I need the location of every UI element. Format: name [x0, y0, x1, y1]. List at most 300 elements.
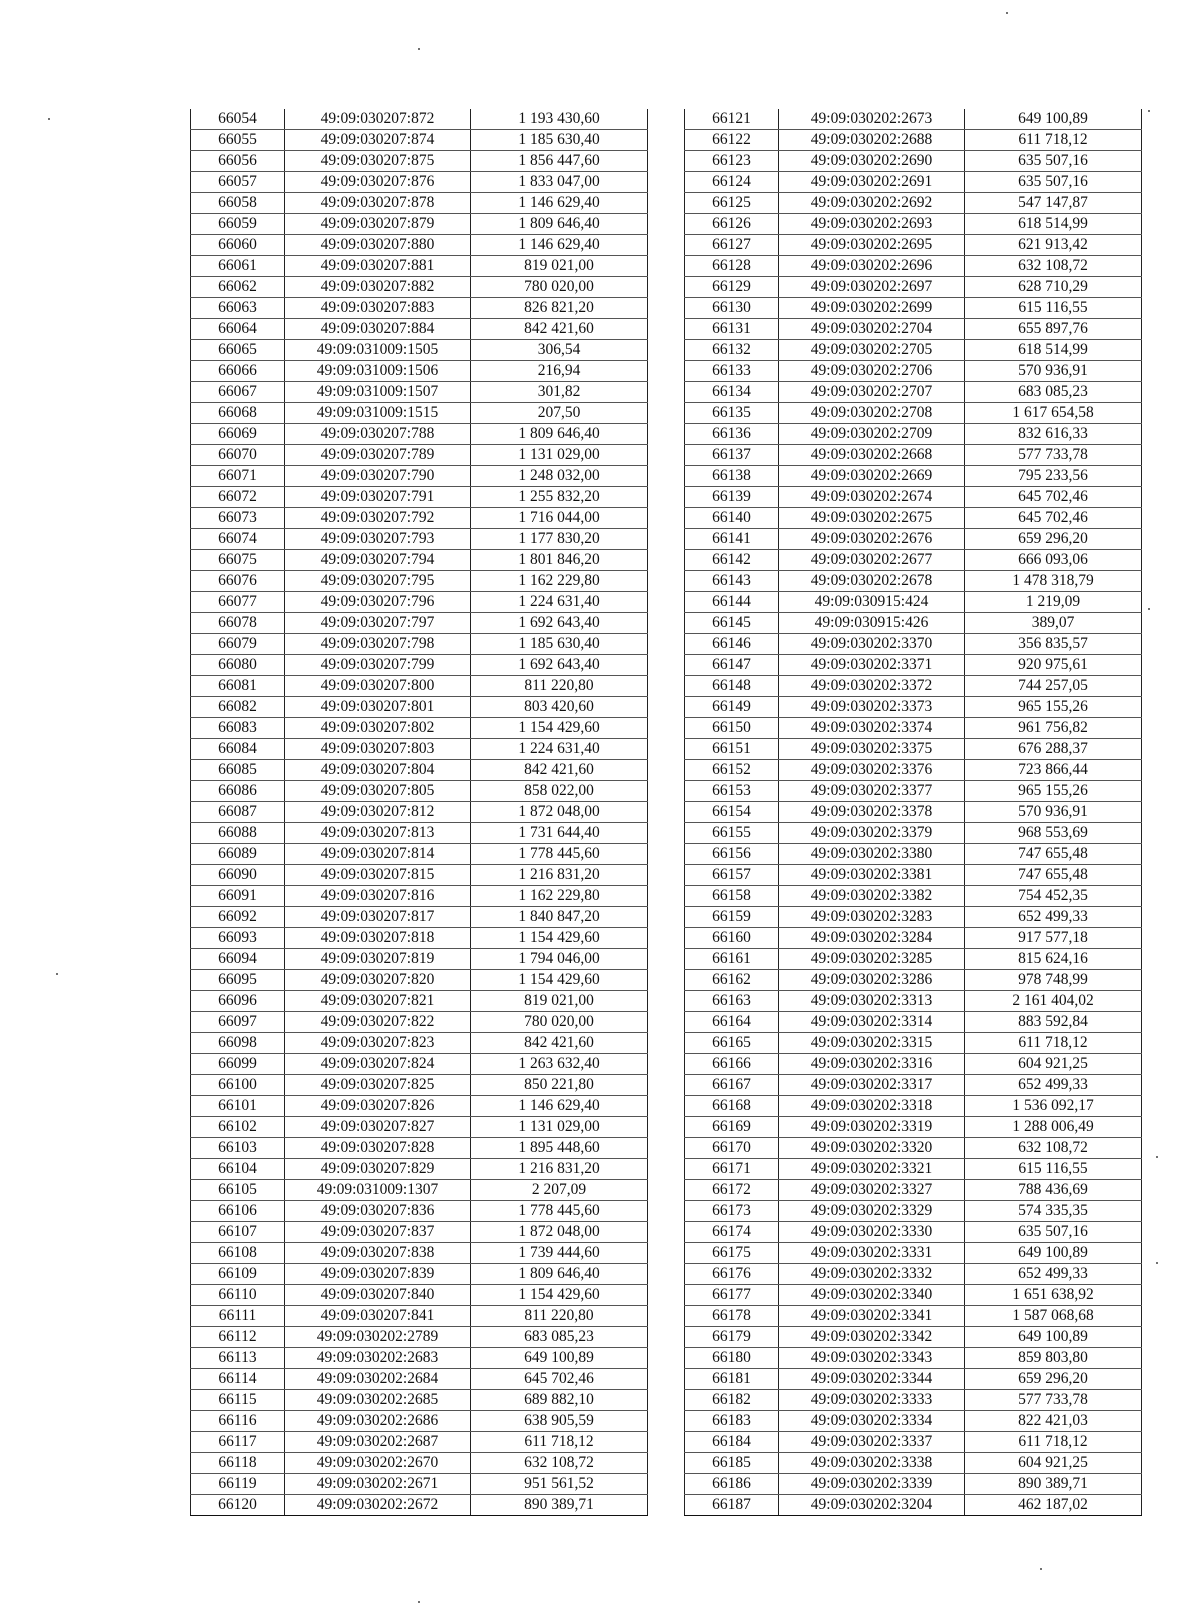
- cadastral-number-cell: 49:09:030202:2673: [779, 109, 965, 130]
- row-number-cell: 66060: [191, 235, 285, 256]
- table-row: [191, 592, 648, 613]
- table-row: [685, 718, 1142, 739]
- table-row: [685, 1117, 1142, 1138]
- scan-speck: [48, 118, 50, 120]
- row-number-cell: 66077: [191, 592, 285, 613]
- row-number-cell: 66183: [685, 1411, 779, 1432]
- table-row: [685, 319, 1142, 340]
- cadastral-number-cell: 49:09:030202:2707: [779, 382, 965, 403]
- table-row: [191, 424, 648, 445]
- row-number-cell: 66091: [191, 886, 285, 907]
- row-number-cell: 66059: [191, 214, 285, 235]
- row-number-cell: 66056: [191, 151, 285, 172]
- value-cell: 652 499,33: [965, 1264, 1142, 1285]
- right-register-table: [684, 109, 1142, 1516]
- value-cell: 788 436,69: [965, 1180, 1142, 1201]
- table-row: [191, 676, 648, 697]
- row-number-cell: 66127: [685, 235, 779, 256]
- row-number-cell: 66162: [685, 970, 779, 991]
- cadastral-number-cell: 49:09:030207:840: [285, 1285, 471, 1306]
- row-number-cell: 66122: [685, 130, 779, 151]
- cadastral-number-cell: 49:09:030202:3283: [779, 907, 965, 928]
- row-number-cell: 66112: [191, 1327, 285, 1348]
- table-row: [191, 718, 648, 739]
- cadastral-number-cell: 49:09:030202:2708: [779, 403, 965, 424]
- row-number-cell: 66099: [191, 1054, 285, 1075]
- value-cell: 1 587 068,68: [965, 1306, 1142, 1327]
- table-row: [685, 802, 1142, 823]
- cadastral-number-cell: 49:09:030202:3344: [779, 1369, 965, 1390]
- table-row: [685, 1138, 1142, 1159]
- value-cell: 655 897,76: [965, 319, 1142, 340]
- table-row: [191, 1096, 648, 1117]
- value-cell: 683 085,23: [965, 382, 1142, 403]
- table-row: [685, 1432, 1142, 1453]
- cadastral-number-cell: 49:09:030202:3333: [779, 1390, 965, 1411]
- cadastral-number-cell: 49:09:030202:3340: [779, 1285, 965, 1306]
- cadastral-number-cell: 49:09:030207:792: [285, 508, 471, 529]
- table-row: [191, 529, 648, 550]
- row-number-cell: 66110: [191, 1285, 285, 1306]
- table-row: [685, 466, 1142, 487]
- table-row: [191, 655, 648, 676]
- row-number-cell: 66143: [685, 571, 779, 592]
- row-number-cell: 66173: [685, 1201, 779, 1222]
- value-cell: 1 895 448,60: [471, 1138, 648, 1159]
- scan-speck: [1040, 1568, 1042, 1570]
- row-number-cell: 66147: [685, 655, 779, 676]
- value-cell: 1 872 048,00: [471, 802, 648, 823]
- row-number-cell: 66159: [685, 907, 779, 928]
- table-row: [191, 1495, 648, 1516]
- row-number-cell: 66169: [685, 1117, 779, 1138]
- cadastral-number-cell: 49:09:030207:820: [285, 970, 471, 991]
- table-row: [685, 445, 1142, 466]
- value-cell: 649 100,89: [965, 109, 1142, 130]
- table-row: [191, 1243, 648, 1264]
- scan-speck: [1156, 1262, 1158, 1264]
- table-row: [685, 970, 1142, 991]
- table-row: [191, 1033, 648, 1054]
- table-row: [685, 256, 1142, 277]
- cadastral-number-cell: 49:09:030207:841: [285, 1306, 471, 1327]
- cadastral-number-cell: 49:09:030202:3319: [779, 1117, 965, 1138]
- table-row: [685, 655, 1142, 676]
- table-row: [191, 928, 648, 949]
- cadastral-number-cell: 49:09:030207:791: [285, 487, 471, 508]
- cadastral-number-cell: 49:09:030202:3315: [779, 1033, 965, 1054]
- table-row: [685, 865, 1142, 886]
- value-cell: 615 116,55: [965, 1159, 1142, 1180]
- row-number-cell: 66071: [191, 466, 285, 487]
- cadastral-number-cell: 49:09:030202:3342: [779, 1327, 965, 1348]
- value-cell: 832 616,33: [965, 424, 1142, 445]
- cadastral-number-cell: 49:09:030202:3317: [779, 1075, 965, 1096]
- value-cell: 611 718,12: [965, 1432, 1142, 1453]
- table-row: [685, 151, 1142, 172]
- table-row: [191, 1117, 648, 1138]
- value-cell: 1 248 032,00: [471, 466, 648, 487]
- value-cell: 611 718,12: [965, 1033, 1142, 1054]
- cadastral-number-cell: 49:09:030202:2691: [779, 172, 965, 193]
- value-cell: 1 731 644,40: [471, 823, 648, 844]
- value-cell: 1 872 048,00: [471, 1222, 648, 1243]
- value-cell: 795 233,56: [965, 466, 1142, 487]
- value-cell: 306,54: [471, 340, 648, 361]
- cadastral-number-cell: 49:09:030202:2684: [285, 1369, 471, 1390]
- value-cell: 747 655,48: [965, 844, 1142, 865]
- table-row: [685, 571, 1142, 592]
- value-cell: 1 162 229,80: [471, 886, 648, 907]
- value-cell: 747 655,48: [965, 865, 1142, 886]
- cadastral-number-cell: 49:09:030202:3379: [779, 823, 965, 844]
- table-row: [685, 1033, 1142, 1054]
- cadastral-number-cell: 49:09:030207:789: [285, 445, 471, 466]
- table-row: [191, 1327, 648, 1348]
- value-cell: 666 093,06: [965, 550, 1142, 571]
- cadastral-number-cell: 49:09:030202:2789: [285, 1327, 471, 1348]
- cadastral-number-cell: 49:09:030207:839: [285, 1264, 471, 1285]
- table-row: [191, 1138, 648, 1159]
- value-cell: 1 617 654,58: [965, 403, 1142, 424]
- table-row: [685, 1285, 1142, 1306]
- cadastral-number-cell: 49:09:030202:3374: [779, 718, 965, 739]
- cadastral-number-cell: 49:09:030202:2685: [285, 1390, 471, 1411]
- table-row: [685, 1474, 1142, 1495]
- row-number-cell: 66129: [685, 277, 779, 298]
- row-number-cell: 66138: [685, 466, 779, 487]
- value-cell: 676 288,37: [965, 739, 1142, 760]
- value-cell: 858 022,00: [471, 781, 648, 802]
- cadastral-number-cell: 49:09:030202:3372: [779, 676, 965, 697]
- cadastral-number-cell: 49:09:030202:2683: [285, 1348, 471, 1369]
- cadastral-number-cell: 49:09:030202:2678: [779, 571, 965, 592]
- cadastral-number-cell: 49:09:031009:1515: [285, 403, 471, 424]
- value-cell: 659 296,20: [965, 1369, 1142, 1390]
- table-row: [191, 214, 648, 235]
- cadastral-number-cell: 49:09:030202:3331: [779, 1243, 965, 1264]
- value-cell: 754 452,35: [965, 886, 1142, 907]
- row-number-cell: 66177: [685, 1285, 779, 1306]
- cadastral-number-cell: 49:09:030202:3378: [779, 802, 965, 823]
- table-row: [685, 550, 1142, 571]
- table-row: [191, 1411, 648, 1432]
- cadastral-number-cell: 49:09:030207:884: [285, 319, 471, 340]
- cadastral-number-cell: 49:09:030202:2709: [779, 424, 965, 445]
- row-number-cell: 66171: [685, 1159, 779, 1180]
- cadastral-number-cell: 49:09:030207:878: [285, 193, 471, 214]
- cadastral-number-cell: 49:09:030207:874: [285, 130, 471, 151]
- cadastral-number-cell: 49:09:030202:3327: [779, 1180, 965, 1201]
- row-number-cell: 66124: [685, 172, 779, 193]
- row-number-cell: 66054: [191, 109, 285, 130]
- value-cell: 819 021,00: [471, 991, 648, 1012]
- value-cell: 826 821,20: [471, 298, 648, 319]
- value-cell: 1 146 629,40: [471, 235, 648, 256]
- table-row: [685, 109, 1142, 130]
- row-number-cell: 66066: [191, 361, 285, 382]
- value-cell: 1 146 629,40: [471, 1096, 648, 1117]
- cadastral-number-cell: 49:09:030202:2687: [285, 1432, 471, 1453]
- table-row: [191, 130, 648, 151]
- row-number-cell: 66080: [191, 655, 285, 676]
- value-cell: 2 161 404,02: [965, 991, 1142, 1012]
- value-cell: 1 131 029,00: [471, 1117, 648, 1138]
- row-number-cell: 66098: [191, 1033, 285, 1054]
- row-number-cell: 66126: [685, 214, 779, 235]
- value-cell: 978 748,99: [965, 970, 1142, 991]
- cadastral-number-cell: 49:09:030202:2697: [779, 277, 965, 298]
- cadastral-number-cell: 49:09:030207:796: [285, 592, 471, 613]
- row-number-cell: 66157: [685, 865, 779, 886]
- value-cell: 744 257,05: [965, 676, 1142, 697]
- table-row: [191, 865, 648, 886]
- value-cell: 577 733,78: [965, 1390, 1142, 1411]
- value-cell: 917 577,18: [965, 928, 1142, 949]
- value-cell: 618 514,99: [965, 214, 1142, 235]
- value-cell: 574 335,35: [965, 1201, 1142, 1222]
- row-number-cell: 66087: [191, 802, 285, 823]
- value-cell: 883 592,84: [965, 1012, 1142, 1033]
- cadastral-number-cell: 49:09:030207:838: [285, 1243, 471, 1264]
- table-row: [191, 235, 648, 256]
- table-row: [685, 1369, 1142, 1390]
- scan-speck: [1006, 12, 1008, 14]
- table-row: [685, 1327, 1142, 1348]
- value-cell: 1 778 445,60: [471, 844, 648, 865]
- value-cell: 635 507,16: [965, 151, 1142, 172]
- cadastral-number-cell: 49:09:030202:2686: [285, 1411, 471, 1432]
- row-number-cell: 66082: [191, 697, 285, 718]
- table-row: [191, 508, 648, 529]
- cadastral-number-cell: 49:09:030207:876: [285, 172, 471, 193]
- row-number-cell: 66117: [191, 1432, 285, 1453]
- table-row: [191, 760, 648, 781]
- value-cell: 1 856 447,60: [471, 151, 648, 172]
- value-cell: 1 154 429,60: [471, 928, 648, 949]
- value-cell: 645 702,46: [965, 508, 1142, 529]
- value-cell: 965 155,26: [965, 781, 1142, 802]
- table-row: [191, 571, 648, 592]
- row-number-cell: 66185: [685, 1453, 779, 1474]
- value-cell: 951 561,52: [471, 1474, 648, 1495]
- cadastral-number-cell: 49:09:031009:1505: [285, 340, 471, 361]
- value-cell: 723 866,44: [965, 760, 1142, 781]
- row-number-cell: 66145: [685, 613, 779, 634]
- table-row: [191, 361, 648, 382]
- table-row: [191, 298, 648, 319]
- value-cell: 356 835,57: [965, 634, 1142, 655]
- cadastral-number-cell: 49:09:030202:2695: [779, 235, 965, 256]
- value-cell: 1 162 229,80: [471, 571, 648, 592]
- value-cell: 645 702,46: [471, 1369, 648, 1390]
- value-cell: 615 116,55: [965, 298, 1142, 319]
- cadastral-number-cell: 49:09:030202:2696: [779, 256, 965, 277]
- value-cell: 1 193 430,60: [471, 109, 648, 130]
- table-row: [685, 277, 1142, 298]
- cadastral-number-cell: 49:09:030207:872: [285, 109, 471, 130]
- cadastral-number-cell: 49:09:030207:788: [285, 424, 471, 445]
- row-number-cell: 66174: [685, 1222, 779, 1243]
- cadastral-number-cell: 49:09:030202:2692: [779, 193, 965, 214]
- table-row: [685, 907, 1142, 928]
- row-number-cell: 66123: [685, 151, 779, 172]
- cadastral-number-cell: 49:09:030202:2674: [779, 487, 965, 508]
- row-number-cell: 66180: [685, 1348, 779, 1369]
- table-row: [685, 1222, 1142, 1243]
- row-number-cell: 66116: [191, 1411, 285, 1432]
- row-number-cell: 66130: [685, 298, 779, 319]
- table-row: [191, 949, 648, 970]
- table-row: [685, 403, 1142, 424]
- row-number-cell: 66184: [685, 1432, 779, 1453]
- value-cell: 1 185 630,40: [471, 634, 648, 655]
- table-row: [191, 319, 648, 340]
- value-cell: 890 389,71: [965, 1474, 1142, 1495]
- row-number-cell: 66155: [685, 823, 779, 844]
- table-row: [685, 214, 1142, 235]
- cadastral-number-cell: 49:09:030207:828: [285, 1138, 471, 1159]
- table-row: [685, 781, 1142, 802]
- value-cell: 611 718,12: [965, 130, 1142, 151]
- value-cell: 301,82: [471, 382, 648, 403]
- cadastral-number-cell: 49:09:030207:794: [285, 550, 471, 571]
- row-number-cell: 66057: [191, 172, 285, 193]
- row-number-cell: 66144: [685, 592, 779, 613]
- row-number-cell: 66083: [191, 718, 285, 739]
- row-number-cell: 66154: [685, 802, 779, 823]
- value-cell: 780 020,00: [471, 277, 648, 298]
- value-cell: 961 756,82: [965, 718, 1142, 739]
- cadastral-number-cell: 49:09:030202:2704: [779, 319, 965, 340]
- table-row: [685, 1096, 1142, 1117]
- row-number-cell: 66065: [191, 340, 285, 361]
- table-row: [191, 277, 648, 298]
- row-number-cell: 66078: [191, 613, 285, 634]
- table-row: [191, 1159, 648, 1180]
- row-number-cell: 66120: [191, 1495, 285, 1516]
- cadastral-number-cell: 49:09:030202:3284: [779, 928, 965, 949]
- row-number-cell: 66107: [191, 1222, 285, 1243]
- value-cell: 570 936,91: [965, 361, 1142, 382]
- row-number-cell: 66151: [685, 739, 779, 760]
- row-number-cell: 66168: [685, 1096, 779, 1117]
- table-row: [191, 151, 648, 172]
- value-cell: 207,50: [471, 403, 648, 424]
- table-row: [191, 445, 648, 466]
- cadastral-number-cell: 49:09:030207:823: [285, 1033, 471, 1054]
- value-cell: 1 692 643,40: [471, 613, 648, 634]
- row-number-cell: 66131: [685, 319, 779, 340]
- table-row: [685, 235, 1142, 256]
- table-row: [191, 823, 648, 844]
- row-number-cell: 66178: [685, 1306, 779, 1327]
- row-number-cell: 66090: [191, 865, 285, 886]
- cadastral-number-cell: 49:09:030207:803: [285, 739, 471, 760]
- cadastral-number-cell: 49:09:030207:802: [285, 718, 471, 739]
- table-row: [685, 760, 1142, 781]
- cadastral-number-cell: 49:09:030202:3370: [779, 634, 965, 655]
- row-number-cell: 66095: [191, 970, 285, 991]
- table-row: [191, 1348, 648, 1369]
- row-number-cell: 66181: [685, 1369, 779, 1390]
- scan-speck: [418, 1601, 420, 1603]
- cadastral-number-cell: 49:09:030202:3338: [779, 1453, 965, 1474]
- row-number-cell: 66118: [191, 1453, 285, 1474]
- cadastral-number-cell: 49:09:030202:3330: [779, 1222, 965, 1243]
- cadastral-number-cell: 49:09:030202:3329: [779, 1201, 965, 1222]
- table-row: [191, 1201, 648, 1222]
- value-cell: 683 085,23: [471, 1327, 648, 1348]
- value-cell: 965 155,26: [965, 697, 1142, 718]
- value-cell: 649 100,89: [965, 1327, 1142, 1348]
- row-number-cell: 66137: [685, 445, 779, 466]
- value-cell: 635 507,16: [965, 172, 1142, 193]
- cadastral-number-cell: 49:09:030207:883: [285, 298, 471, 319]
- table-row: [191, 1264, 648, 1285]
- row-number-cell: 66163: [685, 991, 779, 1012]
- table-row: [685, 1201, 1142, 1222]
- cadastral-number-cell: 49:09:030202:2671: [285, 1474, 471, 1495]
- value-cell: 659 296,20: [965, 529, 1142, 550]
- table-row: [191, 466, 648, 487]
- cadastral-number-cell: 49:09:030202:2670: [285, 1453, 471, 1474]
- row-number-cell: 66179: [685, 1327, 779, 1348]
- value-cell: 547 147,87: [965, 193, 1142, 214]
- value-cell: 570 936,91: [965, 802, 1142, 823]
- cadastral-number-cell: 49:09:031009:1507: [285, 382, 471, 403]
- table-row: [191, 802, 648, 823]
- cadastral-number-cell: 49:09:030207:790: [285, 466, 471, 487]
- value-cell: 577 733,78: [965, 445, 1142, 466]
- cadastral-number-cell: 49:09:030207:801: [285, 697, 471, 718]
- table-row: [685, 739, 1142, 760]
- table-row: [191, 1012, 648, 1033]
- cadastral-number-cell: 49:09:030202:2706: [779, 361, 965, 382]
- row-number-cell: 66132: [685, 340, 779, 361]
- row-number-cell: 66100: [191, 1075, 285, 1096]
- cadastral-number-cell: 49:09:030207:795: [285, 571, 471, 592]
- cadastral-number-cell: 49:09:030207:800: [285, 676, 471, 697]
- value-cell: 1 840 847,20: [471, 907, 648, 928]
- table-row: [191, 1453, 648, 1474]
- value-cell: 1 154 429,60: [471, 718, 648, 739]
- row-number-cell: 66165: [685, 1033, 779, 1054]
- value-cell: 1 536 092,17: [965, 1096, 1142, 1117]
- row-number-cell: 66104: [191, 1159, 285, 1180]
- row-number-cell: 66164: [685, 1012, 779, 1033]
- table-row: [685, 928, 1142, 949]
- cadastral-number-cell: 49:09:030202:3332: [779, 1264, 965, 1285]
- table-row: [685, 676, 1142, 697]
- value-cell: 1 154 429,60: [471, 970, 648, 991]
- row-number-cell: 66170: [685, 1138, 779, 1159]
- cadastral-number-cell: 49:09:030207:813: [285, 823, 471, 844]
- cadastral-number-cell: 49:09:030207:824: [285, 1054, 471, 1075]
- value-cell: 649 100,89: [471, 1348, 648, 1369]
- table-row: [685, 844, 1142, 865]
- cadastral-number-cell: 49:09:030207:826: [285, 1096, 471, 1117]
- value-cell: 1 216 831,20: [471, 1159, 648, 1180]
- cadastral-number-cell: 49:09:030207:881: [285, 256, 471, 277]
- value-cell: 842 421,60: [471, 319, 648, 340]
- table-row: [191, 1369, 648, 1390]
- value-cell: 618 514,99: [965, 340, 1142, 361]
- row-number-cell: 66156: [685, 844, 779, 865]
- value-cell: 811 220,80: [471, 1306, 648, 1327]
- row-number-cell: 66073: [191, 508, 285, 529]
- cadastral-number-cell: 49:09:030202:3320: [779, 1138, 965, 1159]
